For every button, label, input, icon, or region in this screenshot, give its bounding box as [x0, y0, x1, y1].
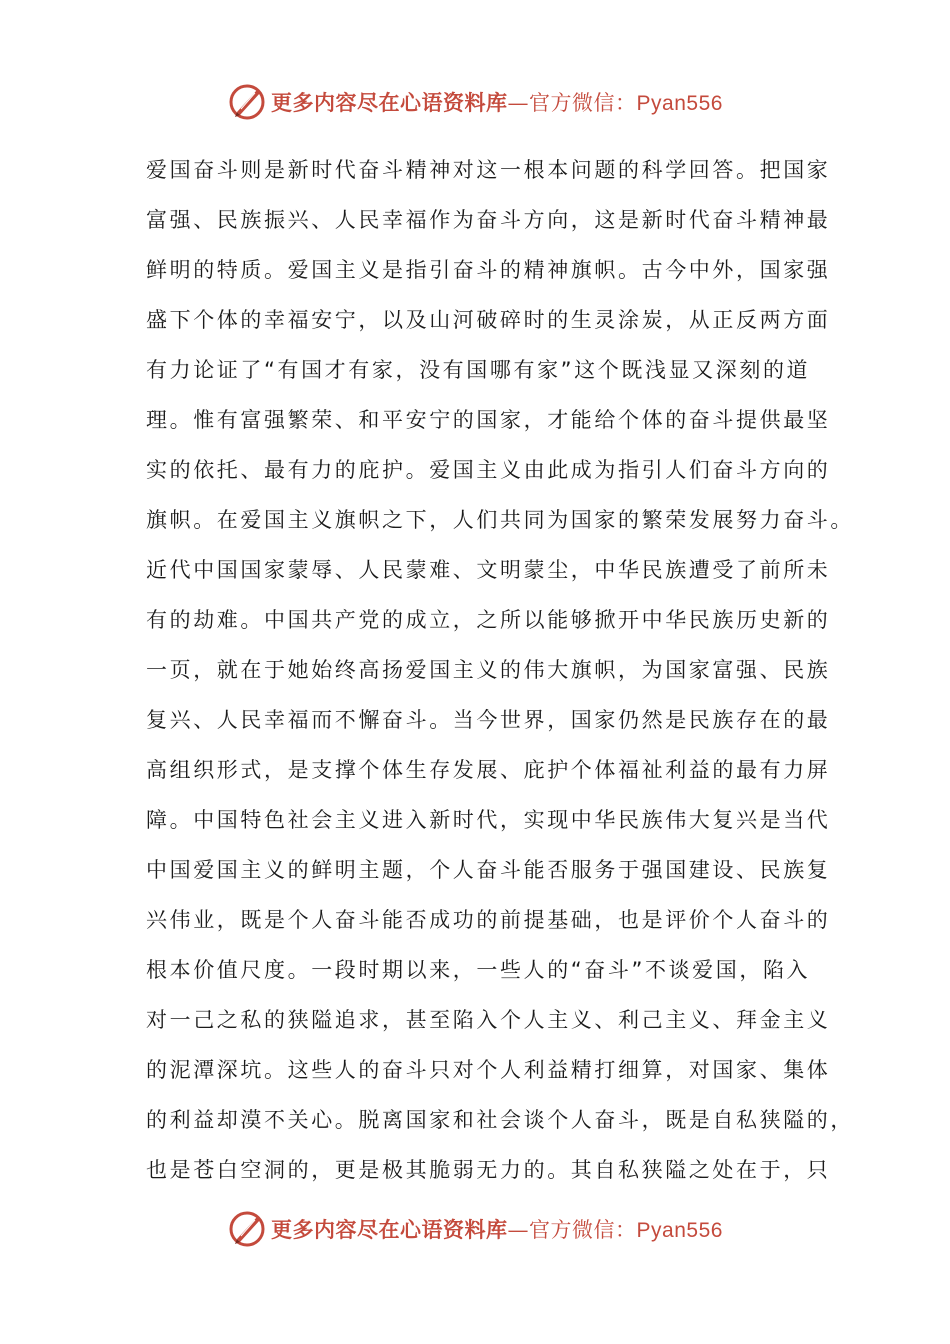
text-line: 实的依托、最有力的庇护。爱国主义由此成为指引人们奋斗方向的 [146, 458, 831, 482]
text-line: 理。惟有富强繁荣、和平安宁的国家，才能给个体的奋斗提供最坚 [146, 408, 831, 432]
quill-logo-icon [227, 82, 267, 122]
text-line: 的利益却漠不关心。脱离国家和社会谈个人奋斗，既是自私狭隘的， [146, 1108, 854, 1132]
text-line: 高组织形式，是支撑个体生存发展、庇护个体福祉利益的最有力屏 [146, 758, 831, 782]
wechat-id: Pyan556 [636, 1219, 723, 1242]
text-line: 近代中国国家蒙辱、人民蒙难、文明蒙尘，中华民族遭受了前所未 [146, 558, 831, 582]
text-line: 复兴、人民幸福而不懈奋斗。当今世界，国家仍然是民族存在的最 [146, 708, 831, 732]
text-line: 兴伟业，既是个人奋斗能否成功的前提基础，也是评价个人奋斗的 [146, 908, 831, 932]
text-line: 也是苍白空洞的，更是极其脆弱无力的。其自私狭隘之处在于，只 [146, 1158, 831, 1182]
text-line: 障。中国特色社会主义进入新时代，实现中华民族伟大复兴是当代 [146, 808, 831, 832]
site-name: 更多内容尽在心语资料库 [271, 1217, 508, 1242]
header-banner [0, 80, 950, 124]
text-line: 旗帜。在爱国主义旗帜之下，人们共同为国家的繁荣发展努力奋斗。 [146, 508, 854, 532]
wechat-label: 官方微信： [529, 1218, 637, 1242]
text-line: 有的劫难。中国共产党的成立，之所以能够掀开中华民族历史新的 [146, 608, 831, 632]
text-line: 盛下个体的幸福安宁，以及山河破碎时的生灵涂炭，从正反两方面 [146, 308, 831, 332]
text-line: 中国爱国主义的鲜明主题，个人奋斗能否服务于强国建设、民族复 [146, 858, 831, 882]
article-body [146, 145, 854, 1195]
text-line: 鲜明的特质。爱国主义是指引奋斗的精神旗帜。古今中外，国家强 [146, 258, 831, 282]
banner-text [271, 1214, 723, 1244]
quill-logo-icon [227, 1209, 267, 1249]
text-line: 一页，就在于她始终高扬爱国主义的伟大旗帜，为国家富强、民族 [146, 658, 831, 682]
wechat-label: 官方微信： [529, 91, 637, 115]
banner-text [271, 87, 723, 117]
banner-dash: — [507, 1218, 530, 1242]
wechat-id: Pyan556 [636, 92, 723, 115]
text-line: 爱国奋斗则是新时代奋斗精神对这一根本问题的科学回答。把国家 [146, 158, 831, 182]
text-line: 富强、民族振兴、人民幸福作为奋斗方向，这是新时代奋斗精神最 [146, 208, 831, 232]
text-line: 对一己之私的狭隘追求，甚至陷入个人主义、利己主义、拜金主义 [146, 1008, 831, 1032]
text-line: 根本价值尺度。一段时期以来，一些人的“奋斗”不谈爱国，陷入 [146, 958, 811, 982]
text-line: 的泥潭深坑。这些人的奋斗只对个人利益精打细算，对国家、集体 [146, 1058, 831, 1082]
text-line: 有力论证了“有国才有家，没有国哪有家”这个既浅显又深刻的道 [146, 358, 811, 382]
site-name: 更多内容尽在心语资料库 [271, 90, 508, 115]
footer-banner [0, 1207, 950, 1251]
banner-dash: — [507, 91, 530, 115]
